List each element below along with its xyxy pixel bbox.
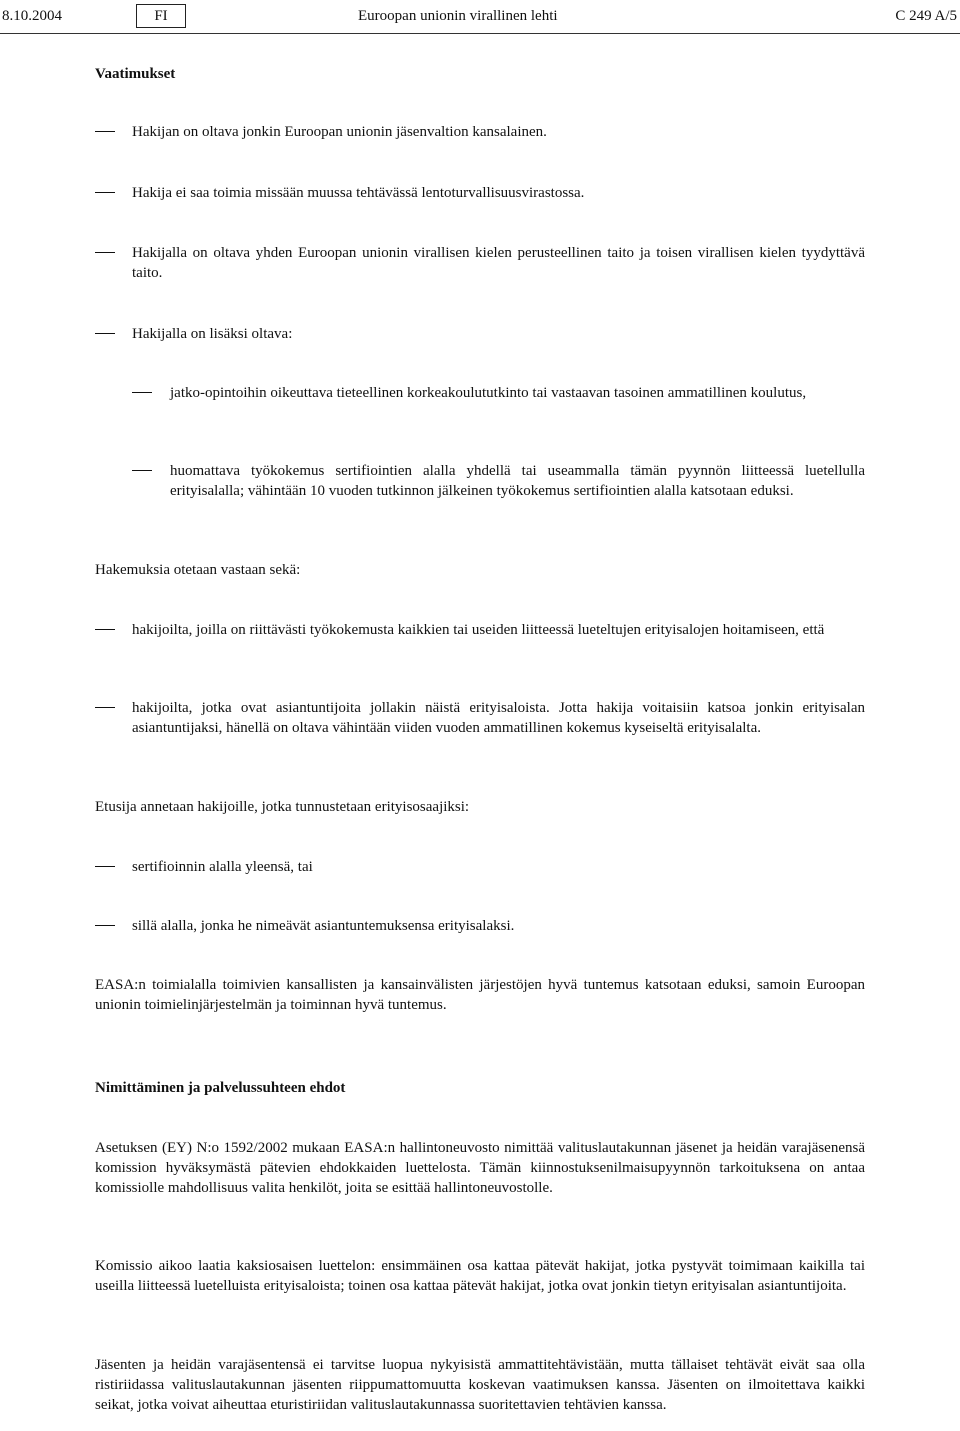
header-rule <box>0 33 960 34</box>
dash-bullet <box>95 866 115 867</box>
list-item: sillä alalla, jonka he nimeävät asiantuntemuksensa erityisalaksi. <box>95 916 865 936</box>
language-badge: FI <box>136 4 186 28</box>
dash-bullet <box>95 131 115 132</box>
dash-bullet <box>95 333 115 334</box>
sub-list-item: jatko-opintoihin oikeuttava tieteellinen korkeakoulututkinto tai vastaavan tasoinen ammatillinen koulutus, <box>95 383 865 403</box>
dash-bullet <box>95 925 115 926</box>
preference-intro: Etusija annetaan hakijoille, jotka tunnustetaan erityisosaajiksi: <box>95 799 470 815</box>
paragraph: Jäsenten ja heidän varajäsentensä ei tarvitse luopua nykyisistä ammattitehtävistään, mutta tällaiset tehtävät eivät saa olla ristiriidassa valituslautakunnan jäsenten riippumattomuutta koskevan vaatimuksen kanssa. Jäsenten on ilmoitettava kaikki seikat, jotka voivat aiheuttaa eturistiriidan valituslautakunnassa suoritettavien tehtävien kanssa. <box>95 1357 865 1413</box>
list-item: Hakijan on oltava jonkin Euroopan unionin jäsenvaltion kansalainen. <box>95 122 865 142</box>
knowledge-note: EASA:n toimialalla toimivien kansallisten ja kansainvälisten järjestöjen hyvä tuntemus katsotaan eduksi, samoin Euroopan unionin toimielinjärjestelmän ja toiminnan hyvä tuntemus. <box>95 977 865 1013</box>
journal-title: Euroopan unionin virallinen lehti <box>358 8 558 24</box>
dash-bullet <box>95 252 115 253</box>
paragraph: Asetuksen (EY) N:o 1592/2002 mukaan EASA:n hallintoneuvosto nimittää valituslautakunnan jäsenet ja heidän varajäsenensä komission hyväksymästä pätevien ehdokkaiden luettelosta. Tämän kiinnostuksenilmaisupyynnön tarkoituksena on antaa komissiolle mahdollisuus valita henkilöt, joita se esittää hallintoneuvostolle. <box>95 1140 865 1196</box>
list-item: Hakijalla on oltava yhden Euroopan unionin virallisen kielen perusteellinen taito ja toisen virallisen kielen tyydyttävä taito. <box>95 243 865 283</box>
list-item: hakijoilta, joilla on riittävästi työkokemusta kaikkien tai useiden liitteessä lueteltujen erityisalojen hoitamiseen, että <box>95 620 865 640</box>
list-item: Hakija ei saa toimia missään muussa tehtävässä lentoturvallisuusvirastossa. <box>95 183 865 203</box>
publication-date: 8.10.2004 <box>2 8 62 24</box>
section-heading-requirements: Vaatimukset <box>95 66 176 82</box>
applications-intro: Hakemuksia otetaan vastaan sekä: <box>95 562 301 578</box>
dash-bullet <box>132 392 152 393</box>
section-heading-appointment: Nimittäminen ja palvelussuhteen ehdot <box>95 1080 346 1096</box>
dash-bullet <box>95 707 115 708</box>
page-header <box>0 0 960 34</box>
list-item: Hakijalla on lisäksi oltava: <box>95 324 865 344</box>
page-reference: C 249 A/5 <box>895 8 957 24</box>
dash-bullet <box>132 470 152 471</box>
list-item: sertifioinnin alalla yleensä, tai <box>95 857 865 877</box>
dash-bullet <box>95 629 115 630</box>
paragraph: Komissio aikoo laatia kaksiosaisen luettelon: ensimmäinen osa kattaa pätevät hakijat, jotka pystyvät toimimaan kaikilla tai useilla liitteessä luetelluista erityisaloista; toinen osa kattaa pätevät hakijat, jotka ovat jonkin tietyn erityisalan asiantuntijoita. <box>95 1258 865 1294</box>
list-item: hakijoilta, jotka ovat asiantuntijoita jollakin näistä erityisaloista. Jotta hakija voitaisiin katsoa jonkin erityisalan asiantuntijaksi, hänellä on oltava vähintään viiden vuoden ammatillinen kokemus kyseiseltä erityisalalta. <box>95 698 865 738</box>
sub-list-item: huomattava työkokemus sertifiointien alalla yhdellä tai useammalla tämän pyynnön liitteessä luetellulla erityisalalla; vähintään 10 vuoden tutkinnon jälkeinen työkokemus sertifiointien alalla katsotaan eduksi. <box>95 461 865 501</box>
dash-bullet <box>95 192 115 193</box>
